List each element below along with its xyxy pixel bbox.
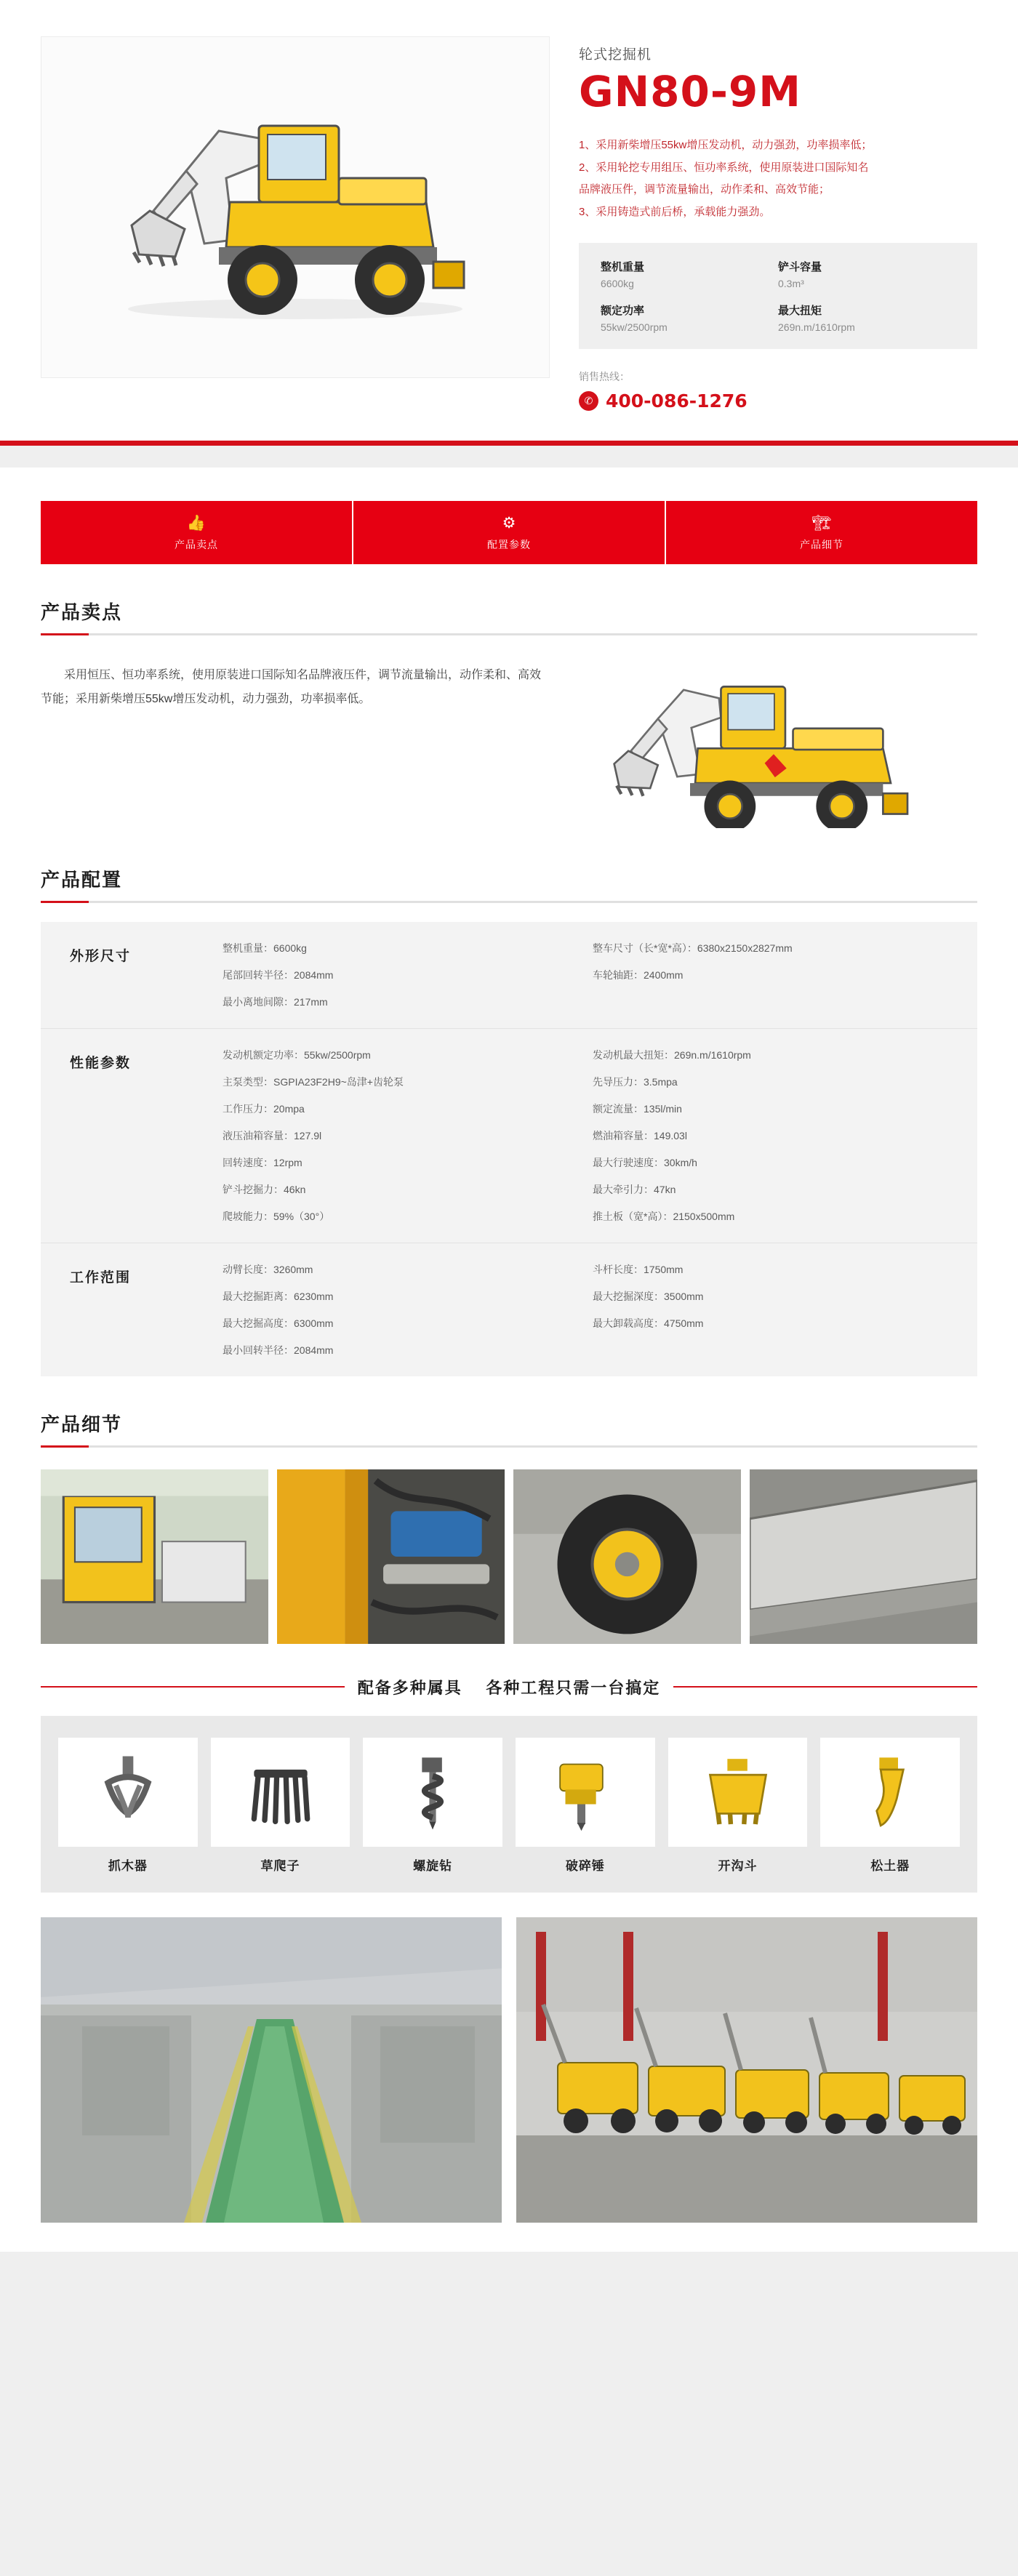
excavator-illustration (77, 62, 513, 353)
config-cell (223, 1316, 578, 1331)
product-category: 轮式挖掘机 (579, 47, 652, 63)
ditching-bucket-icon (668, 1738, 808, 1847)
config-value: 269n.m/1610rpm (674, 1048, 751, 1061)
wheel-photo-graphic (513, 1469, 741, 1644)
config-key: 工作压力： (223, 1102, 273, 1115)
config-cell (593, 1075, 948, 1089)
config-key: 整车尺寸（长*宽*高）： (593, 942, 697, 954)
highlight-line-4: 3、采用铸造式前后桥，承载能力强劲。 (579, 206, 771, 219)
config-value: 47kn (654, 1183, 676, 1195)
config-cell (593, 1262, 948, 1277)
config-key: 爬坡能力： (223, 1210, 273, 1222)
key-spec-box (579, 243, 977, 349)
config-key: 车轮轴距： (593, 968, 644, 981)
config-cell (223, 968, 578, 982)
config-value: 2150x500mm (673, 1210, 735, 1222)
configuration-table (41, 922, 977, 1376)
factory-photo-assembly-line (516, 1917, 977, 2223)
config-key: 最小回转半径： (223, 1344, 294, 1356)
config-cell (593, 1155, 948, 1170)
config-value: 6380x2150x2827mm (697, 942, 793, 954)
config-key: 先导压力： (593, 1075, 644, 1088)
assembly-line-graphic (516, 1917, 977, 2223)
excavator-icon: 🏗 (811, 514, 832, 531)
key-spec-value: 6600kg (601, 277, 634, 289)
config-value: 1750mm (644, 1263, 684, 1275)
auger-graphic (393, 1752, 473, 1832)
detail-photo-blade (750, 1469, 977, 1644)
config-cell (223, 1289, 578, 1304)
config-value: 4750mm (664, 1317, 704, 1329)
config-key: 最小离地间隙： (223, 995, 294, 1008)
attachment-name: 破碎锤 (565, 1858, 605, 1873)
config-key: 最大挖掘深度： (593, 1290, 664, 1302)
hydraulics-photo-graphic (277, 1469, 505, 1644)
selling-points-image (570, 657, 977, 832)
config-value: 3.5mpa (644, 1075, 678, 1088)
attachment-item[interactable] (211, 1738, 350, 1874)
thumbs-up-icon: 👍 (186, 514, 207, 531)
config-key: 尾部回转半径： (223, 968, 294, 981)
attachment-name: 松土器 (870, 1858, 910, 1873)
config-cell (223, 941, 578, 955)
config-value: 46kn (284, 1183, 306, 1195)
config-key: 斗杆长度： (593, 1263, 644, 1275)
config-value: 2084mm (294, 968, 334, 981)
config-cell (223, 1102, 578, 1116)
config-cell (593, 1316, 948, 1331)
config-group-rows (223, 1262, 977, 1357)
config-key: 燃油箱容量： (593, 1129, 654, 1141)
config-cell (593, 1289, 948, 1304)
attachment-item[interactable] (58, 1738, 198, 1874)
detail-photo-hydraulics (277, 1469, 505, 1644)
config-value: SGPIA23F2H9~岛津+齿轮泵 (273, 1075, 404, 1088)
ripper-icon (820, 1738, 960, 1847)
config-value: 6230mm (294, 1290, 334, 1302)
attachment-banner-main: 配备多种属具 (357, 1678, 462, 1697)
tab-label: 产品卖点 (175, 538, 218, 550)
content-section (0, 468, 1018, 2252)
config-value: 59%（30°） (273, 1210, 330, 1222)
tab-configuration[interactable] (353, 501, 666, 564)
highlight-line-3: 品牌液压件，调节流量输出，动作柔和、高效节能； (579, 183, 830, 196)
tab-label: 产品细节 (800, 538, 843, 550)
config-key: 回转速度： (223, 1156, 273, 1168)
attachment-item[interactable] (668, 1738, 808, 1874)
config-key: 最大行驶速度： (593, 1156, 664, 1168)
detail-photo-cab (41, 1469, 268, 1644)
attachment-item[interactable] (363, 1738, 502, 1874)
product-highlights (579, 135, 977, 224)
config-cell (223, 1182, 578, 1197)
config-cell (593, 968, 948, 982)
config-group-rows (223, 941, 977, 1009)
config-value: 149.03l (654, 1129, 687, 1141)
config-group-title: 工作范围 (70, 1269, 132, 1285)
attachment-list (41, 1716, 977, 1893)
key-spec-value: 269n.m/1610rpm (778, 321, 855, 333)
config-cell (223, 1262, 578, 1277)
config-group (41, 1243, 977, 1376)
config-cell (223, 1343, 578, 1357)
config-cell (593, 941, 948, 955)
config-value: 2400mm (644, 968, 684, 981)
rake-icon (211, 1738, 350, 1847)
banner-divider-right (673, 1686, 977, 1688)
key-spec-item (601, 302, 778, 333)
configuration-heading: 产品配置 (41, 865, 977, 903)
attachment-banner-sub: 各种工程只需一台搞定 (486, 1678, 661, 1697)
config-cell (223, 1209, 578, 1224)
ripper-graphic (850, 1752, 930, 1832)
hero-info (579, 36, 977, 412)
section-tabs (41, 468, 977, 564)
key-spec-label: 整机重量 (601, 260, 645, 273)
tab-details[interactable] (666, 501, 977, 564)
config-value: 55kw/2500rpm (304, 1048, 371, 1061)
config-key: 主泵类型： (223, 1075, 273, 1088)
config-value: 127.9l (294, 1129, 322, 1141)
config-cell (593, 1182, 948, 1197)
config-key: 整机重量： (223, 942, 273, 954)
product-model-title: GN80-9M (579, 67, 802, 116)
highlight-line-2: 2、采用轮挖专用组压、恒功率系统，使用原装进口国际知名 (579, 161, 869, 174)
config-value: 217mm (294, 995, 328, 1008)
config-cell (223, 1128, 578, 1143)
excavator-side-illustration (577, 661, 970, 828)
attachment-item[interactable] (516, 1738, 655, 1874)
attachment-name: 抓木器 (108, 1858, 148, 1873)
config-cell (223, 1155, 578, 1170)
attachment-banner (41, 1676, 977, 1698)
config-value: 3260mm (273, 1263, 313, 1275)
config-value: 6600kg (273, 942, 307, 954)
breaker-hammer-graphic (545, 1752, 625, 1832)
config-key: 发动机额定功率： (223, 1048, 304, 1061)
attachment-name: 草爬子 (260, 1858, 300, 1873)
config-group (41, 1029, 977, 1243)
config-key: 最大挖掘高度： (223, 1317, 294, 1329)
banner-divider-left (41, 1686, 345, 1688)
config-value: 20mpa (273, 1102, 305, 1115)
product-details-heading: 产品细节 (41, 1410, 977, 1448)
config-key: 铲斗挖掘力： (223, 1183, 284, 1195)
cab-photo-graphic (41, 1469, 268, 1644)
key-spec-label: 最大扭矩 (778, 304, 822, 317)
attachment-name: 开沟斗 (718, 1858, 758, 1873)
hotline-row[interactable] (579, 390, 977, 412)
ditching-bucket-graphic (698, 1752, 778, 1832)
hero-section (0, 0, 1018, 446)
product-detail-images (41, 1469, 977, 1644)
hero-product-image (41, 36, 550, 378)
detail-photo-wheel (513, 1469, 741, 1644)
key-spec-item (778, 259, 955, 289)
key-spec-item (778, 302, 955, 333)
selling-points-block (41, 657, 977, 832)
key-spec-item (601, 259, 778, 289)
config-group-title: 性能参数 (70, 1055, 132, 1071)
grapple-icon (58, 1738, 198, 1847)
attachment-banner-title (358, 1676, 660, 1698)
config-value: 12rpm (273, 1156, 302, 1168)
highlight-line-1: 1、采用新柴增压55kw增压发动机，动力强劲，功率损率低； (579, 138, 873, 151)
blade-photo-graphic (750, 1469, 977, 1644)
config-cell (223, 1075, 578, 1089)
tab-label: 配置参数 (487, 538, 531, 550)
selling-points-text: 采用恒压、恒功率系统，使用原装进口国际知名品牌液压件，调节流量输出，动作柔和、高效节能；采用新柴增压55kw增压发动机，动力强劲，功率损率低。 (41, 668, 542, 706)
hotline-number[interactable]: 400-086-1276 (606, 390, 748, 412)
config-cell (223, 995, 578, 1009)
settings-gear-icon: ⚙ (502, 514, 516, 531)
rake-graphic (241, 1752, 321, 1832)
workshop-graphic (41, 1917, 502, 2223)
phone-icon: ✆ (579, 391, 598, 411)
config-cell (593, 1128, 948, 1143)
config-group (41, 922, 977, 1029)
key-spec-value: 0.3m³ (778, 277, 804, 289)
factory-photo-workshop (41, 1917, 502, 2223)
hammer-icon (516, 1738, 655, 1847)
config-cell (593, 1102, 948, 1116)
attachment-name: 螺旋钻 (413, 1858, 453, 1873)
config-cell (593, 995, 948, 1009)
config-key: 发动机最大扭矩： (593, 1048, 674, 1061)
hotline-label: 销售热线： (579, 370, 630, 382)
config-key: 动臂长度： (223, 1263, 273, 1275)
config-value: 3500mm (664, 1290, 704, 1302)
config-value: 135l/min (644, 1102, 682, 1115)
factory-images (41, 1917, 977, 2223)
auger-icon (363, 1738, 502, 1847)
config-key: 推土板（宽*高）： (593, 1210, 673, 1222)
config-cell (593, 1209, 948, 1224)
config-key: 最大卸载高度： (593, 1317, 664, 1329)
config-cell (593, 1343, 948, 1357)
key-spec-value: 55kw/2500rpm (601, 321, 668, 333)
config-group-rows (223, 1048, 977, 1224)
key-spec-label: 额定功率 (601, 304, 645, 317)
config-value: 2084mm (294, 1344, 334, 1356)
grapple-graphic (88, 1752, 168, 1832)
config-key: 最大牵引力： (593, 1183, 654, 1195)
config-cell (593, 1048, 948, 1062)
key-spec-label: 铲斗容量 (778, 260, 822, 273)
config-value: 6300mm (294, 1317, 334, 1329)
tab-selling-points[interactable] (41, 501, 353, 564)
config-group-title: 外形尺寸 (70, 948, 132, 964)
config-cell (223, 1048, 578, 1062)
attachment-item[interactable] (820, 1738, 960, 1874)
config-value: 30km/h (664, 1156, 697, 1168)
selling-points-heading: 产品卖点 (41, 598, 977, 635)
config-key: 额定流量： (593, 1102, 644, 1115)
config-key: 液压油箱容量： (223, 1129, 294, 1141)
config-key: 最大挖掘距离： (223, 1290, 294, 1302)
